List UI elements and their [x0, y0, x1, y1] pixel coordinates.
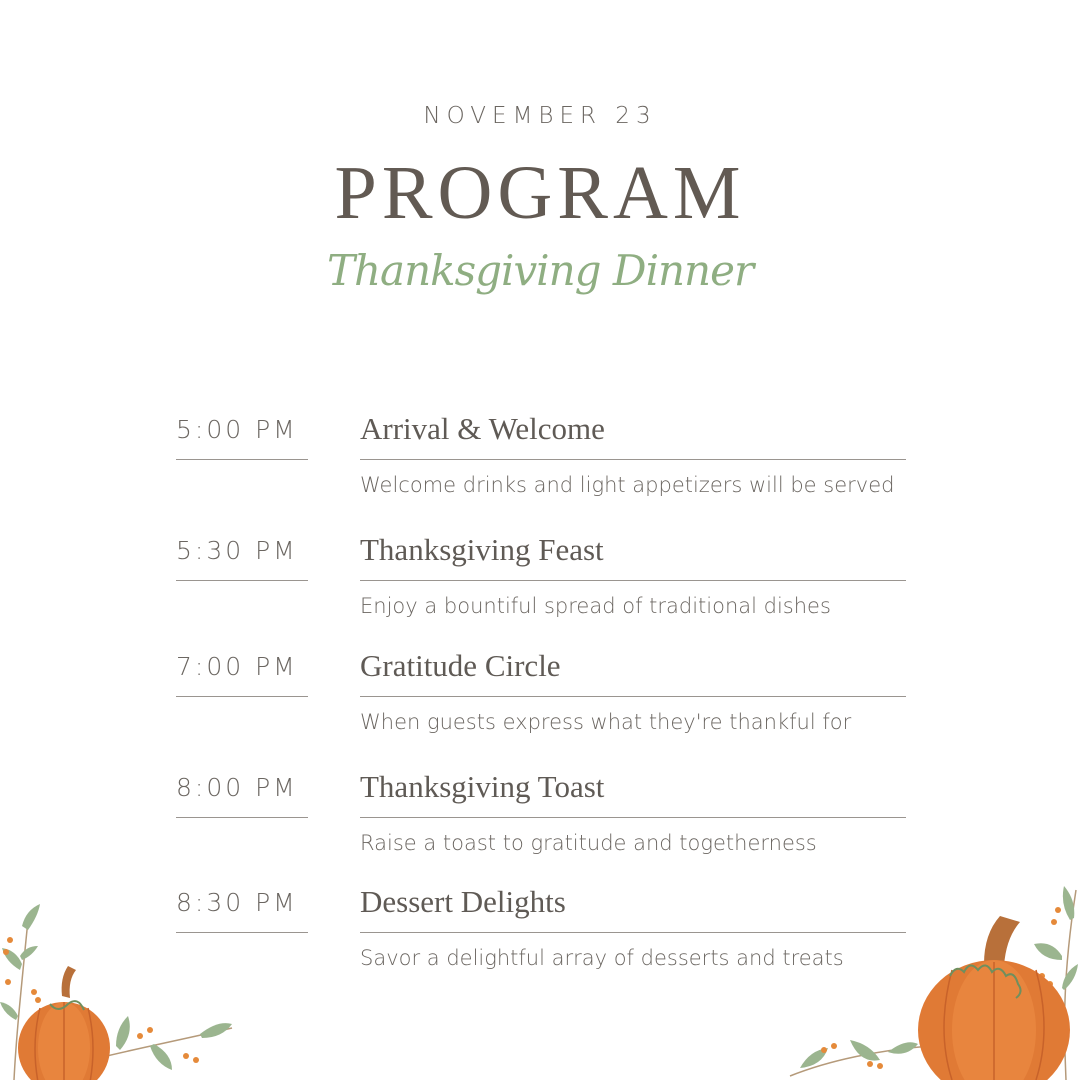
event-divider [360, 580, 906, 581]
time-divider [176, 696, 308, 697]
pumpkin-right-icon [780, 880, 1080, 1080]
page-title: PROGRAM [334, 151, 746, 235]
event-divider [360, 459, 906, 460]
schedule-time: 8:00 PM [176, 773, 298, 802]
date-label: NOVEMBER 23 [423, 103, 657, 129]
schedule-event-title: Gratitude Circle [360, 648, 561, 683]
schedule-event-description: When guests express what they're thankful for [360, 710, 852, 734]
schedule-time: 5:00 PM [176, 415, 298, 444]
pumpkin-icon [18, 966, 110, 1080]
schedule-event-title: Arrival & Welcome [360, 411, 605, 446]
holly-sprig-icon [90, 1016, 232, 1070]
schedule-event-description: Enjoy a bountiful spread of traditional dishes [360, 594, 831, 618]
schedule-event-description: Welcome drinks and light appetizers will be served [360, 473, 895, 497]
schedule-time: 8:30 PM [176, 888, 298, 917]
schedule-event-description: Raise a toast to gratitude and togetherness [360, 831, 817, 855]
event-divider [360, 817, 906, 818]
schedule-event-title: Thanksgiving Feast [360, 532, 604, 567]
time-divider [176, 459, 308, 460]
event-subtitle: Thanksgiving Dinner [326, 246, 754, 295]
schedule-time: 5:30 PM [176, 536, 298, 565]
pumpkin-icon [918, 916, 1070, 1080]
time-divider [176, 580, 308, 581]
event-divider [360, 696, 906, 697]
schedule-event-title: Thanksgiving Toast [360, 769, 605, 804]
schedule-event-description: Savor a delightful array of desserts and treats [360, 946, 844, 970]
schedule-event-title: Dessert Delights [360, 884, 566, 919]
holly-sprig-icon [790, 1040, 930, 1076]
time-divider [176, 817, 308, 818]
pumpkin-left-icon [0, 900, 240, 1080]
schedule-time: 7:00 PM [176, 652, 298, 681]
